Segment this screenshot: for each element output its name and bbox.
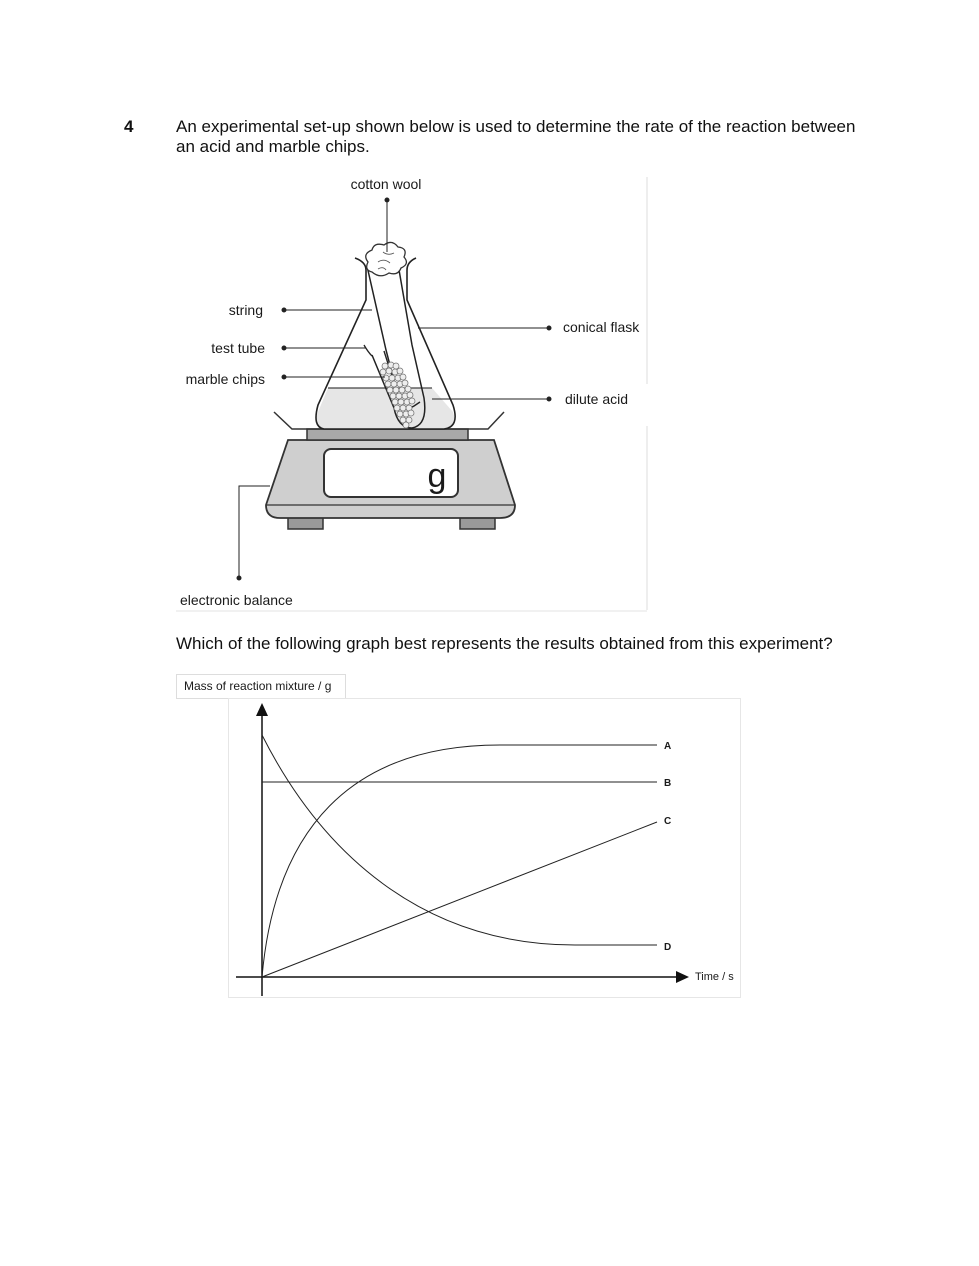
label-string: string bbox=[228, 302, 263, 318]
question-prompt: Which of the following graph best represents the results obtained from this experiment? bbox=[176, 634, 833, 653]
question-text: An experimental set-up shown below is used to determine the rate of the reaction between an acid and marble chips. bbox=[176, 117, 856, 156]
conical-flask bbox=[316, 258, 455, 429]
series-label-a: A bbox=[664, 741, 672, 752]
label-test-tube: test tube bbox=[211, 340, 265, 356]
label-marble-chips: marble chips bbox=[185, 371, 265, 387]
mass-time-graph bbox=[176, 674, 746, 1004]
series-label-c: C bbox=[664, 816, 672, 827]
series-label-b: B bbox=[664, 778, 672, 789]
cotton-wool bbox=[366, 242, 407, 275]
label-dilute-acid: dilute acid bbox=[565, 391, 629, 407]
series-label-d: D bbox=[664, 942, 672, 953]
x-axis-label: Time / s bbox=[695, 971, 734, 983]
label-cotton-wool: cotton wool bbox=[350, 176, 422, 192]
y-axis-label: Mass of reaction mixture / g bbox=[184, 679, 332, 693]
apparatus-diagram bbox=[176, 175, 651, 615]
question-number: 4 bbox=[124, 117, 134, 136]
balance-unit: g bbox=[427, 457, 447, 495]
label-electronic-balance: electronic balance bbox=[180, 592, 293, 608]
label-conical-flask: conical flask bbox=[563, 319, 640, 335]
